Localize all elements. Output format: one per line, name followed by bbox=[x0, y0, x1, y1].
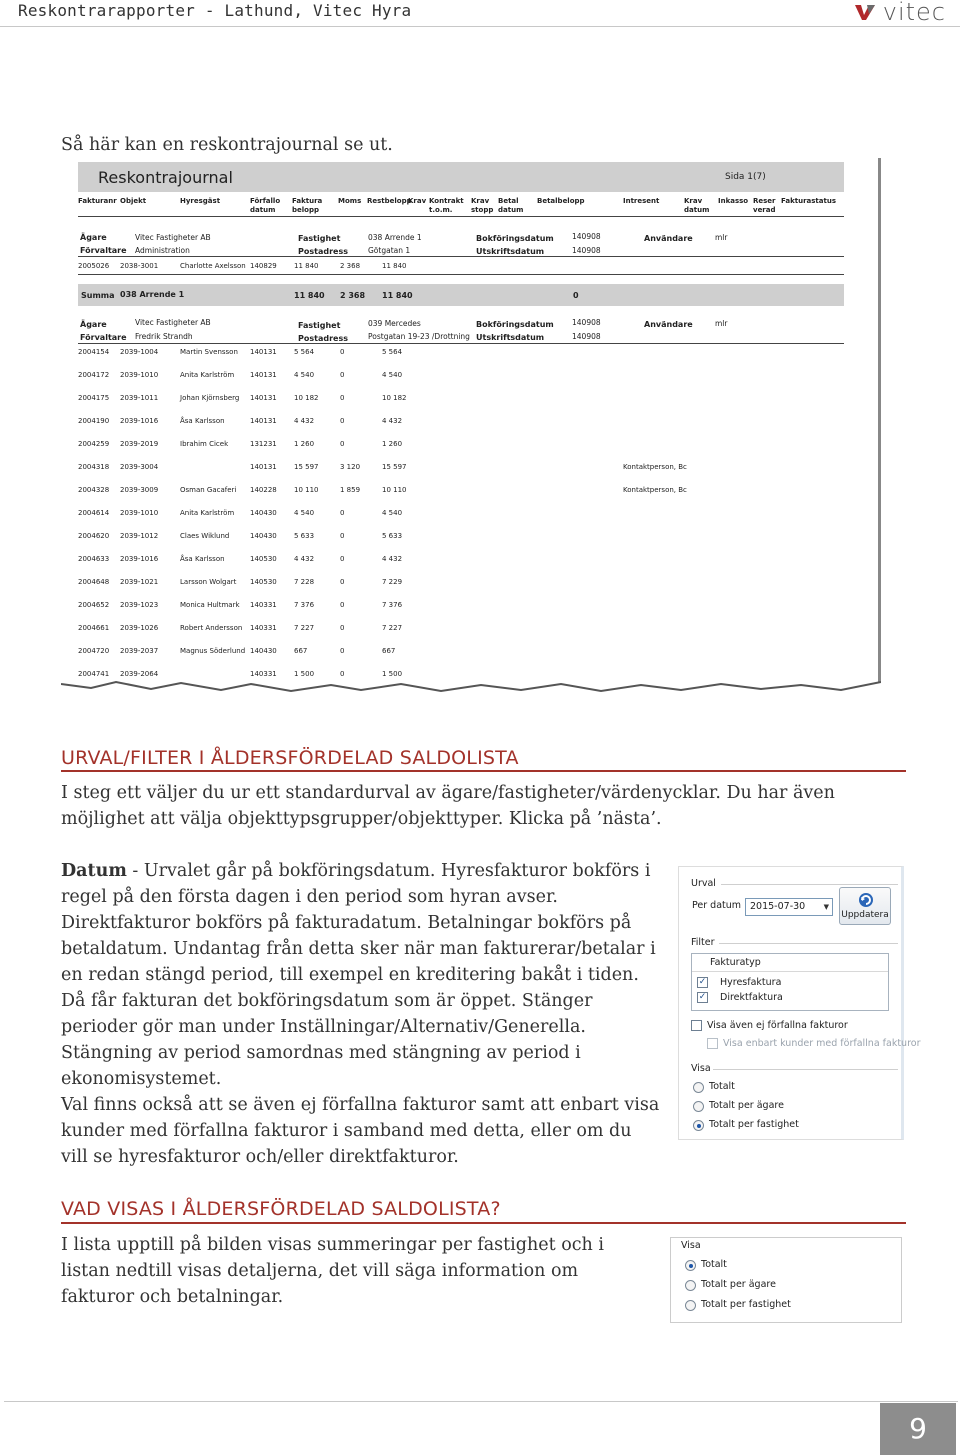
group-line bbox=[719, 943, 898, 944]
cell-rest: 10 110 bbox=[382, 486, 407, 494]
cell-moms: 0 bbox=[340, 532, 345, 540]
cell-date: 140131 bbox=[250, 463, 277, 471]
cell-belopp: 667 bbox=[294, 647, 308, 655]
table-row bbox=[78, 440, 844, 450]
refresh-icon bbox=[857, 891, 875, 909]
cell-moms: 0 bbox=[340, 417, 345, 425]
cell-date: 140131 bbox=[250, 348, 277, 356]
report-page-number: Sida 1(7) bbox=[725, 172, 766, 182]
col-header: Betal datum bbox=[498, 197, 524, 214]
report-image bbox=[61, 158, 881, 698]
divider bbox=[78, 256, 844, 257]
cell-belopp: 4 432 bbox=[294, 555, 315, 563]
cell-moms: 0 bbox=[340, 670, 345, 678]
cell-name: Johan Kjörnsberg bbox=[180, 394, 240, 402]
cell-name: Anita Karlström bbox=[180, 371, 235, 379]
col-header: Faktura belopp bbox=[292, 197, 323, 214]
cell-belopp: 10 110 bbox=[294, 486, 319, 494]
cell-name: Åsa Karlsson bbox=[180, 417, 225, 425]
logo-text: vitec bbox=[882, 0, 946, 26]
cell-rest: 10 182 bbox=[382, 394, 407, 402]
table-row bbox=[78, 371, 844, 381]
cell-belopp: 4 540 bbox=[294, 371, 315, 379]
section-heading-filter: URVAL/FILTER I ÅLDERSFÖRDELAD SALDOLISTA bbox=[61, 720, 906, 772]
col-header: Restbelopp bbox=[367, 197, 412, 205]
radio-totalt-per-agare[interactable] bbox=[693, 1101, 704, 1112]
table-row bbox=[78, 647, 844, 657]
cell-belopp: 4 432 bbox=[294, 417, 315, 425]
table-row: 2005026 2038-3001 Charlotte Axelsson 140829 11 840 2 368 11 840 bbox=[78, 262, 407, 270]
radio-label: Totalt bbox=[701, 1259, 727, 1270]
user-label: Användare bbox=[644, 234, 693, 243]
radio-totalt-per-agare[interactable] bbox=[685, 1280, 696, 1291]
cell-belopp: 5 633 bbox=[294, 532, 315, 540]
cell-nr: 2004154 bbox=[78, 348, 110, 356]
table-row bbox=[78, 509, 844, 519]
cell-rest: 4 432 bbox=[382, 417, 403, 425]
address-value: Postgatan 19-23 /Drottning bbox=[368, 332, 470, 341]
cell-obj: 2039-3004 bbox=[120, 463, 159, 471]
col-header: Intresent bbox=[623, 197, 660, 205]
print-date-value: 140908 bbox=[572, 246, 601, 255]
col-header: Förfallo datum bbox=[250, 197, 281, 214]
cell-belopp: 5 564 bbox=[294, 348, 315, 356]
print-date-label: Utskriftsdatum bbox=[476, 247, 545, 256]
address-label: Postadress bbox=[298, 247, 348, 256]
radio-totalt[interactable] bbox=[693, 1082, 704, 1093]
cell-date: 140430 bbox=[250, 509, 277, 517]
page-number: 9 bbox=[880, 1403, 956, 1455]
show-not-due-label: Visa även ej förfallna fakturor bbox=[707, 1020, 848, 1031]
cell-belopp: 1 260 bbox=[294, 440, 315, 448]
cell-name: Monica Hultmark bbox=[180, 601, 240, 609]
per-datum-label: Per datum bbox=[692, 900, 742, 911]
cell-nr: 2004633 bbox=[78, 555, 110, 563]
col-header: Reser verad bbox=[753, 197, 776, 214]
cell-moms: 0 bbox=[340, 440, 345, 448]
checkbox-direktfaktura[interactable]: ✓ bbox=[698, 992, 707, 1002]
cell-note: Kontaktperson, Bc bbox=[623, 486, 687, 494]
radio-label: Totalt per ägare bbox=[709, 1100, 784, 1111]
radio-label: Totalt bbox=[709, 1081, 735, 1092]
cell-date: 140331 bbox=[250, 601, 277, 609]
summary-vat: 2 368 bbox=[340, 291, 366, 300]
checkbox-only-overdue[interactable] bbox=[707, 1038, 718, 1049]
cell-note: Kontaktperson, Bc bbox=[623, 463, 687, 471]
cell-belopp: 10 182 bbox=[294, 394, 319, 402]
col-header: Inkasso bbox=[718, 197, 749, 205]
cell-nr: 2004175 bbox=[78, 394, 110, 402]
list-item: Direktfaktura bbox=[720, 992, 783, 1003]
summary-name: 038 Arrende 1 bbox=[120, 290, 185, 299]
cell-belopp: 7 376 bbox=[294, 601, 315, 609]
divider bbox=[78, 274, 844, 275]
vitec-logo-icon bbox=[853, 3, 877, 21]
update-button[interactable] bbox=[839, 887, 891, 925]
paragraph-datum bbox=[61, 858, 661, 1092]
cell-obj: 2039-1023 bbox=[120, 601, 159, 609]
booking-date-value: 140908 bbox=[572, 318, 601, 327]
user-label: Användare bbox=[644, 320, 693, 329]
cell-obj: 2039-1021 bbox=[120, 578, 159, 586]
page-header bbox=[0, 0, 960, 27]
cell-moms: 0 bbox=[340, 647, 345, 655]
cell-obj: 2039-2037 bbox=[120, 647, 159, 655]
cell-obj: 2039-1010 bbox=[120, 509, 159, 517]
manager-label: Förvaltare bbox=[80, 246, 127, 255]
cell-rest: 5 633 bbox=[382, 532, 403, 540]
document-title: Reskontrarapporter - Lathund, Vitec Hyra bbox=[18, 1, 412, 20]
cell-nr: 2004318 bbox=[78, 463, 110, 471]
col-header: Krav datum bbox=[684, 197, 710, 214]
cell-date: 140430 bbox=[250, 532, 277, 540]
update-label: Uppdatera bbox=[841, 910, 889, 920]
manager-value: Administration bbox=[135, 246, 190, 255]
cell-date: 140131 bbox=[250, 394, 277, 402]
visa-group-label: Visa bbox=[681, 1240, 701, 1251]
summary-rest: 11 840 bbox=[382, 291, 413, 300]
col-header: Hyresgäst bbox=[180, 197, 221, 205]
cell-nr: 2004172 bbox=[78, 371, 110, 379]
urval-group-label: Urval bbox=[691, 878, 716, 889]
cell-nr: 2004661 bbox=[78, 624, 110, 632]
list-header: Fakturatyp bbox=[692, 954, 888, 972]
cell-date: 140430 bbox=[250, 647, 277, 655]
cell-name: Åsa Karlsson bbox=[180, 555, 225, 563]
table-row bbox=[78, 578, 844, 588]
cell-name: Anita Karlström bbox=[180, 509, 235, 517]
cell-date: 140530 bbox=[250, 578, 277, 586]
address-value: Götgatan 1 bbox=[368, 246, 411, 255]
cell-name: Martin Svensson bbox=[180, 348, 238, 356]
booking-date-label: Bokföringsdatum bbox=[476, 234, 554, 243]
cell-nr: 2004614 bbox=[78, 509, 110, 517]
cell-belopp: 1 500 bbox=[294, 670, 315, 678]
cell-nr: 2004741 bbox=[78, 670, 110, 678]
booking-date-value: 140908 bbox=[572, 232, 601, 241]
cell-nr: 2004720 bbox=[78, 647, 110, 655]
cell-moms: 0 bbox=[340, 371, 345, 379]
chevron-down-icon[interactable]: ▼ bbox=[823, 903, 829, 911]
cell-obj: 2039-1012 bbox=[120, 532, 159, 540]
cell-date: 140331 bbox=[250, 624, 277, 632]
group-line bbox=[721, 884, 898, 885]
cell-nr: 2004190 bbox=[78, 417, 110, 425]
summary-bar bbox=[78, 284, 844, 306]
user-value: mlr bbox=[715, 319, 728, 328]
cell-name: Claes Wiklund bbox=[180, 532, 230, 540]
visa-group-label: Visa bbox=[691, 1063, 711, 1074]
cell-date: 131231 bbox=[250, 440, 277, 448]
table-row bbox=[78, 486, 844, 496]
cell-belopp: 7 228 bbox=[294, 578, 315, 586]
cell-obj: 2039-1010 bbox=[120, 371, 159, 379]
cell-rest: 7 227 bbox=[382, 624, 403, 632]
per-datum-value: 2015-07-30 bbox=[750, 901, 806, 912]
cell-belopp: 7 227 bbox=[294, 624, 315, 632]
cell-obj: 2039-1004 bbox=[120, 348, 159, 356]
cell-moms: 0 bbox=[340, 601, 345, 609]
report-title-bar bbox=[78, 162, 844, 192]
cell-rest: 1 500 bbox=[382, 670, 403, 678]
table-row bbox=[78, 624, 844, 634]
cell-nr: 2004328 bbox=[78, 486, 110, 494]
cell-moms: 0 bbox=[340, 394, 345, 402]
report-column-headers bbox=[78, 195, 844, 217]
cell-belopp: 15 597 bbox=[294, 463, 319, 471]
cell-moms: 0 bbox=[340, 624, 345, 632]
cell-rest: 4 540 bbox=[382, 509, 403, 517]
cell-moms: 0 bbox=[340, 509, 345, 517]
owner-value: Vitec Fastigheter AB bbox=[135, 318, 211, 327]
intro-text: Så här kan en reskontrajournal se ut. bbox=[61, 135, 393, 155]
paragraph: I steg ett väljer du ur ett standardurval av ägare/fastigheter/värdenycklar. Du har även möjlighet att välja objekttypsgrupper/objekttyper. Klicka på ’nästa’. bbox=[61, 783, 835, 829]
owner-label: Ägare bbox=[80, 320, 107, 329]
col-header: Krav bbox=[408, 197, 427, 205]
checkbox-show-not-due[interactable] bbox=[691, 1020, 702, 1031]
cell-obj: 2039-3009 bbox=[120, 486, 159, 494]
radio-totalt[interactable] bbox=[685, 1260, 696, 1271]
list-item: Hyresfaktura bbox=[720, 977, 782, 988]
radio-label: Totalt per fastighet bbox=[709, 1119, 799, 1130]
cell-date: 140331 bbox=[250, 670, 277, 678]
only-overdue-label: Visa enbart kunder med förfallna fakturor bbox=[723, 1038, 921, 1049]
cell-date: 140228 bbox=[250, 486, 277, 494]
col-header: Betalbelopp bbox=[537, 197, 585, 205]
col-header: Fakturastatus bbox=[781, 197, 836, 205]
property-label: Fastighet bbox=[298, 234, 341, 243]
manager-label: Förvaltare bbox=[80, 333, 127, 342]
vitec-logo bbox=[853, 0, 946, 26]
cell-rest: 5 564 bbox=[382, 348, 403, 356]
torn-paper-edge bbox=[61, 676, 881, 698]
property-label: Fastighet bbox=[298, 321, 341, 330]
col-header: Krav stopp bbox=[471, 197, 494, 214]
cell-date: 140131 bbox=[250, 371, 277, 379]
radio-label: Totalt per fastighet bbox=[701, 1299, 791, 1310]
cell-obj: 2039-1011 bbox=[120, 394, 159, 402]
section-heading-display: VAD VISAS I ÅLDERSFÖRDELAD SALDOLISTA? bbox=[61, 1196, 906, 1224]
col-header: Fakturanr bbox=[78, 197, 117, 205]
cell-name: Osman Gacaferi bbox=[180, 486, 237, 494]
cell-moms: 0 bbox=[340, 348, 345, 356]
term-datum: Datum bbox=[61, 861, 127, 881]
property-value: 039 Mercedes bbox=[368, 319, 421, 328]
cell-obj: 2039-2019 bbox=[120, 440, 159, 448]
cell-obj: 2039-1016 bbox=[120, 555, 159, 563]
cell-name: Robert Andersson bbox=[180, 624, 243, 632]
table-row bbox=[78, 601, 844, 611]
invoice-type-list[interactable] bbox=[691, 953, 889, 1011]
address-label: Postadress bbox=[298, 334, 348, 343]
cell-rest: 4 540 bbox=[382, 371, 403, 379]
cell-moms: 0 bbox=[340, 555, 345, 563]
property-value: 038 Arrende 1 bbox=[368, 233, 422, 242]
cell-nr: 2004648 bbox=[78, 578, 110, 586]
filter-group-label: Filter bbox=[691, 937, 715, 948]
cell-name: Ibrahim Cicek bbox=[180, 440, 229, 448]
cell-nr: 2004652 bbox=[78, 601, 110, 609]
print-date-label: Utskriftsdatum bbox=[476, 333, 545, 342]
cell-nr: 2004620 bbox=[78, 532, 110, 540]
radio-totalt-per-fastighet[interactable] bbox=[685, 1300, 696, 1311]
paragraph: I lista upptill på bilden visas summeringar per fastighet och i listan nedtill visas detaljerna, det vill säga information om fakturor och betalningar. bbox=[61, 1235, 604, 1307]
cell-obj: 2039-1016 bbox=[120, 417, 159, 425]
col-header: Kontrakt t.o.m. bbox=[429, 197, 464, 214]
paragraph-text: - Urvalet går på bokföringsdatum. Hyresfakturor bokförs i regel på den första dagen i den period som hyran avser. Direktfakturor bokförs på fakturadatum. Betalningar bokförs på betaldatum. Undantag från detta sker när man fakturerar/betalar i en redan stängd period, till exempel en kreditering bakåt i tiden. Då får fakturan det bokföringsdatum som är öppet. Stänger perioder gör man under Inställningar/Alternativ/Generella. Stängning av period samordnas med stängning av period i ekonomisystemet. bbox=[61, 861, 656, 1089]
cell-name: Magnus Söderlund bbox=[180, 647, 246, 655]
per-datum-field[interactable] bbox=[745, 898, 833, 916]
cell-rest: 7 229 bbox=[382, 578, 403, 586]
cell-rest: 667 bbox=[382, 647, 396, 655]
user-value: mlr bbox=[715, 233, 728, 242]
radio-totalt-per-fastighet[interactable] bbox=[693, 1120, 704, 1131]
cell-nr: 2004259 bbox=[78, 440, 110, 448]
manager-value: Fredrik Strandh bbox=[135, 332, 193, 341]
cell-date: 140131 bbox=[250, 417, 277, 425]
cell-moms: 3 120 bbox=[340, 463, 361, 471]
cell-obj: 2039-2064 bbox=[120, 670, 159, 678]
footer-divider bbox=[4, 1401, 958, 1402]
filter-panel bbox=[678, 866, 921, 1140]
table-row bbox=[78, 555, 844, 565]
col-header: Moms bbox=[338, 197, 362, 205]
table-row bbox=[78, 348, 844, 358]
cell-obj: 2039-1026 bbox=[120, 624, 159, 632]
cell-date: 140530 bbox=[250, 555, 277, 563]
cell-name: Larsson Wolgart bbox=[180, 578, 237, 586]
cell-rest: 1 260 bbox=[382, 440, 403, 448]
cell-moms: 1 859 bbox=[340, 486, 361, 494]
cell-rest: 4 432 bbox=[382, 555, 403, 563]
summary-label: Summa bbox=[81, 291, 115, 300]
table-row bbox=[78, 394, 844, 404]
summary-paid: 0 bbox=[573, 291, 579, 300]
owner-label: Ägare bbox=[80, 233, 107, 242]
cell-moms: 0 bbox=[340, 578, 345, 586]
owner-value: Vitec Fastigheter AB bbox=[135, 233, 211, 242]
paragraph: Val finns också att se även ej förfallna fakturor samt att enbart visa kunder med förfallna fakturor i samband med detta, eller om du vill se hyresfakturor och/eller direktfakturor. bbox=[61, 1095, 660, 1167]
col-header: Objekt bbox=[120, 197, 147, 205]
group-line bbox=[713, 1069, 898, 1070]
report-title: Reskontrajournal bbox=[98, 168, 233, 187]
table-row bbox=[78, 463, 844, 473]
table-row bbox=[78, 417, 844, 427]
table-row bbox=[78, 532, 844, 542]
cell-rest: 7 376 bbox=[382, 601, 403, 609]
cell-rest: 15 597 bbox=[382, 463, 407, 471]
summary-amount: 11 840 bbox=[294, 291, 325, 300]
cell-belopp: 4 540 bbox=[294, 509, 315, 517]
booking-date-label: Bokföringsdatum bbox=[476, 320, 554, 329]
visa-panel bbox=[670, 1237, 902, 1323]
print-date-value: 140908 bbox=[572, 332, 601, 341]
divider bbox=[78, 343, 844, 344]
checkbox-hyresfaktura[interactable]: ✓ bbox=[698, 977, 707, 987]
radio-label: Totalt per ägare bbox=[701, 1279, 776, 1290]
